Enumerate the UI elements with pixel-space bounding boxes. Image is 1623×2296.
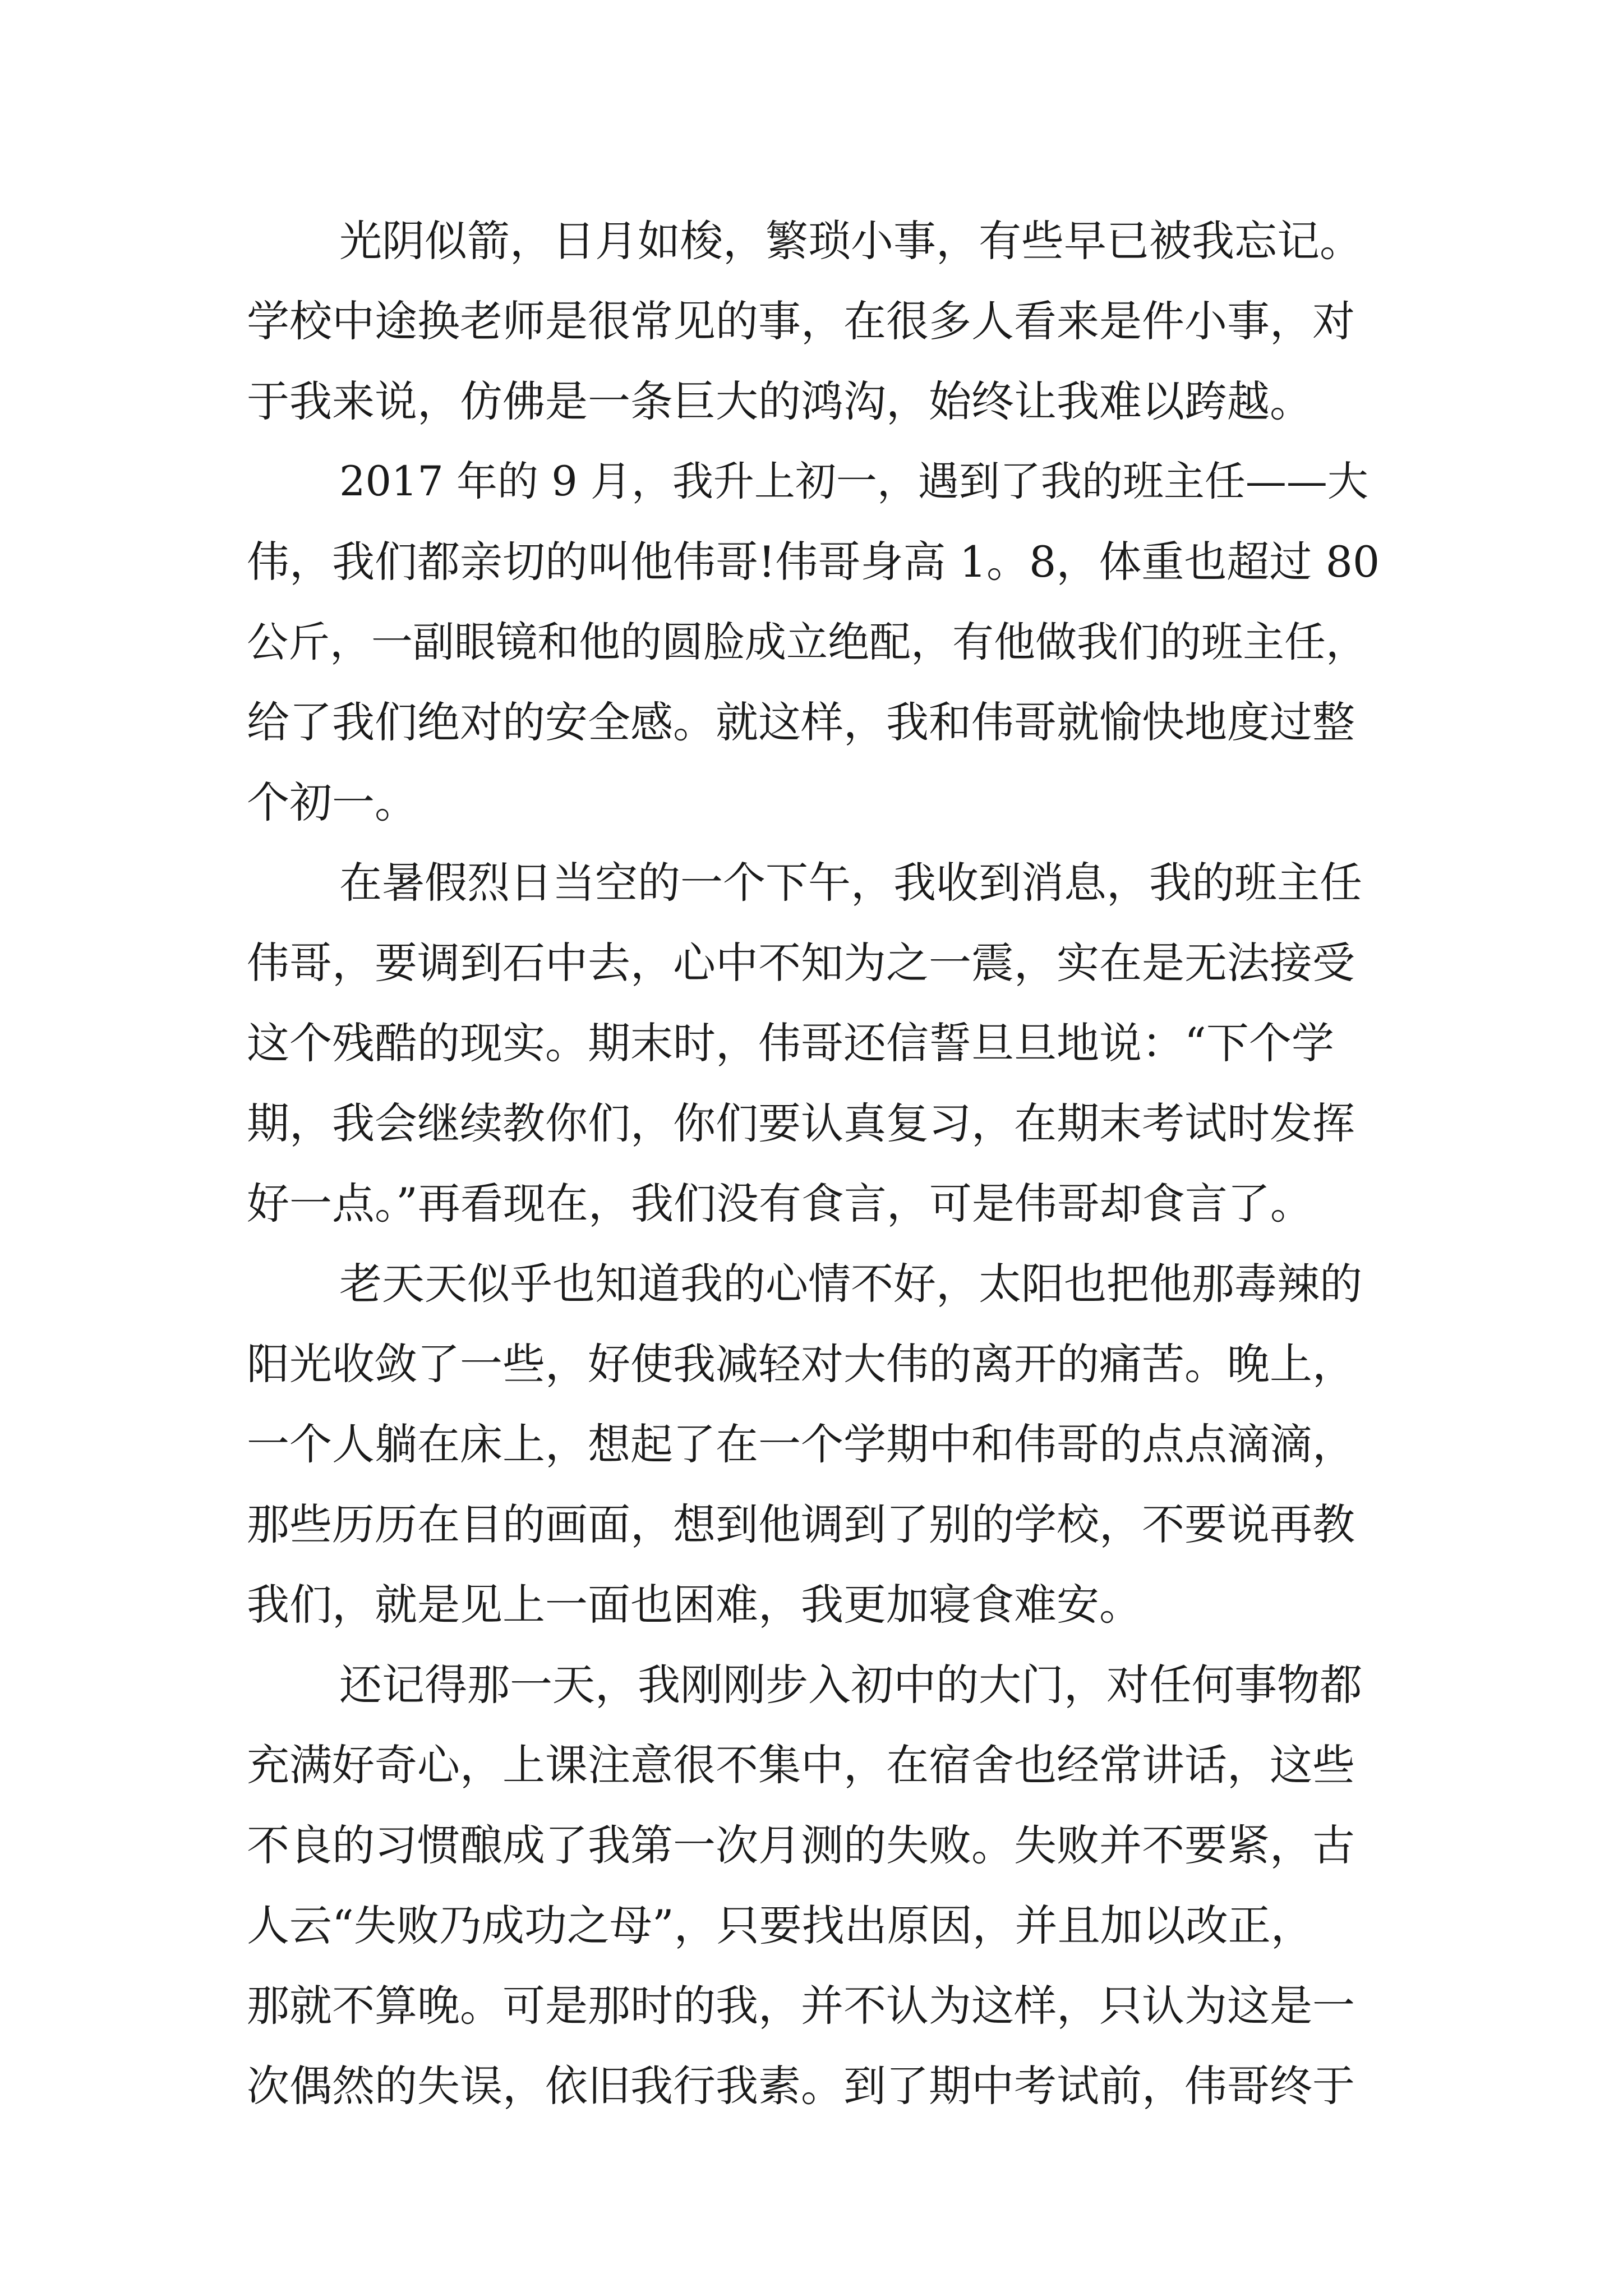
- text-line: 阳光收敛了一些，好使我减轻对大伟的离开的痛苦。晚上，: [247, 1339, 1355, 1389]
- text-line: 伟，我们都亲切的叫他伟哥!伟哥身高 1。8，体重也超过 80: [247, 537, 1380, 587]
- text-line: 给了我们绝对的安全感。就这样，我和伟哥就愉快地度过整: [247, 697, 1355, 747]
- text-line: 老天天似乎也知道我的心情不好，太阳也把他那毒辣的: [339, 1259, 1362, 1309]
- text-line: 我们，就是见上一面也困难，我更加寝食难安。: [247, 1580, 1142, 1630]
- text-line: 一个人躺在床上，想起了在一个学期中和伟哥的点点滴滴，: [247, 1419, 1355, 1469]
- text-line: 不良的习惯酿成了我第一次月测的失败。失败并不要紧，古: [247, 1820, 1355, 1870]
- text-line: 次偶然的失误，依旧我行我素。到了期中考试前，伟哥终于: [247, 2061, 1355, 2111]
- text-line: 学校中途换老师是很常见的事，在很多人看来是件小事，对: [247, 296, 1355, 346]
- text-line: 这个残酷的现实。期末时，伟哥还信誓旦旦地说：“下个学: [247, 1018, 1334, 1068]
- text-line: 那就不算晚。可是那时的我，并不认为这样，只认为这是一: [247, 1981, 1355, 2031]
- text-line: 伟哥，要调到石中去，心中不知为之一震，实在是无法接受: [247, 938, 1355, 988]
- text-line: 2017 年的 9 月，我升上初一，遇到了我的班主任——大: [339, 458, 1368, 505]
- text-line: 于我来说，仿佛是一条巨大的鸿沟，始终让我难以跨越。: [247, 376, 1312, 426]
- text-line: 在暑假烈日当空的一个下午，我收到消息，我的班主任: [339, 858, 1362, 908]
- text-line: 人云“失败乃成功之母”，只要找出原因，并且加以改正，: [247, 1901, 1313, 1950]
- text-line: 个初一。: [247, 777, 417, 827]
- text-line: 充满好奇心，上课注意很不集中，在宿舍也经常讲话，这些: [247, 1740, 1355, 1790]
- text-line: 那些历历在目的画面，想到他调到了别的学校，不要说再教: [247, 1499, 1355, 1549]
- text-line: 好一点。”再看现在，我们没有食言，可是伟哥却食言了。: [247, 1179, 1313, 1228]
- text-line: 公斤，一副眼镜和他的圆脸成立绝配，有他做我们的班主任，: [247, 618, 1367, 666]
- text-line: 还记得那一天，我刚刚步入初中的大门，对任何事物都: [339, 1660, 1362, 1710]
- text-line: 期，我会继续教你们，你们要认真复习，在期末考试时发挥: [247, 1098, 1355, 1148]
- text-line: 光阴似箭，日月如梭，繁琐小事，有些早已被我忘记。: [339, 216, 1362, 266]
